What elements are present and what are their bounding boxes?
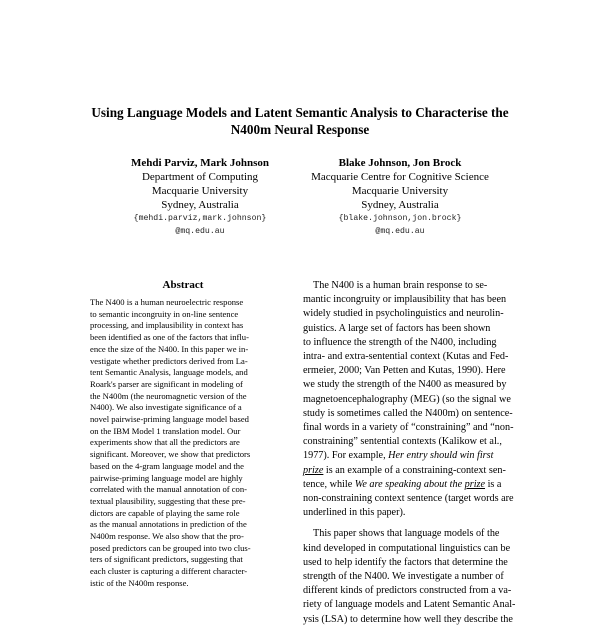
body-line: ysis (LSA) to determine how well they describe the [303,613,513,625]
example-sentence: Her entry should win first [388,450,494,462]
author-email: {mehdi.parviz,mark.johnson} [133,214,267,223]
abstract-line: The N400 is a human neuroelectric response [90,297,244,307]
abstract-line: as the manual annotations in prediction of the [90,519,247,530]
body-line: widely studied in psycholinguistics and neurolin- [303,308,504,320]
body-line: strength of the N400. We investigate a number of [303,571,504,583]
abstract-line: processing, and implausibility in context has [90,320,244,331]
author-block-1 [85,156,315,238]
body-line [303,478,533,492]
abstract-line: tent Semantic Analysis, language models, and [90,367,248,378]
abstract-line: N400m response. We also show that the pro- [90,531,244,542]
body-line: constraining” sentential contexts (Kalikow et al., [303,436,502,448]
abstract-line: the N400m (the neuromagnetic version of the [90,390,247,401]
author-email-domain: @mq.edu.au [175,227,225,236]
paragraph-gap [303,520,533,527]
author-names: Blake Johnson, Jon Brock [338,157,462,169]
body-line: we study the strength of the N400 as measured by [303,379,507,391]
body-line: intra- and extra-sentential context (Kutas and Fed- [303,351,509,363]
body-line: to influence the strength of the N400, including [303,336,497,348]
body-line: guistics. A large set of factors has been shown [303,322,491,334]
body-text: is a [485,478,502,490]
body-line [303,449,533,463]
abstract-line: on the IBM Model 1 translation model. Our [90,425,241,436]
abstract-line: ters of significant predictors, suggesting that [90,554,243,565]
abstract-line: pairwise-priming language model are highly [90,472,243,483]
author-email: {blake.johnson,jon.brock} [338,214,462,223]
body-line: non-constraining context sentence (target words are [303,493,514,505]
abstract-line: dictors are capable of playing the same role [90,507,240,518]
abstract-line: textual plausibility, suggesting that these pre- [90,495,246,506]
author-institution: Macquarie University [351,185,449,197]
body-line: magnetoencephalography (MEG) (so the signal we [303,393,511,405]
abstract-body [90,297,276,590]
title-line-1: Using Language Models and Latent Semantic Analysis to Characterise the [91,105,509,120]
body-text: 1977). For example, [303,450,386,462]
example-sentence: We are speaking about the [354,478,465,490]
author-department: Macquarie Centre for Cognitive Science [311,171,489,183]
abstract-line: correlated with the manual annotation of con- [90,484,248,495]
body-line: ermeier, 2000; Van Petten and Kutas, 1990). Here [303,365,506,377]
abstract-line: based on the 4-gram language model and the [90,460,244,471]
title-line-2: N400m Neural Response [230,122,370,137]
body-line: This paper shows that language models of the [313,528,500,540]
author-location: Sydney, Australia [361,199,439,211]
body-line: The N400 is a human brain response to se- [313,280,488,291]
abstract-line: ence the size of the N400. In this paper we in- [90,343,249,354]
abstract-line: N400). We also investigate significance of a [90,402,242,413]
body-line: different kinds of predictors constructed from a va- [303,585,512,597]
body-line: used to help identify the factors that determine the [303,556,508,568]
body-line: study is sometimes called the N400m) on sentence- [303,407,513,419]
abstract-line: posed predictors can be grouped into two clus- [90,542,251,553]
abstract-line: vestigate whether predictors derived from La- [90,355,248,366]
body-text: is an example of a constraining-context sen- [323,464,506,476]
author-institution: Macquarie University [151,185,249,197]
body-line: mantic incongruity or implausibility that has been [303,294,507,306]
author-names: Mehdi Parviz, Mark Johnson [130,157,270,169]
author-email-domain: @mq.edu.au [375,227,425,236]
abstract-line: been identified as one of the factors that influ- [90,332,249,343]
abstract-line: novel pairwise-priming language model based [90,414,249,425]
abstract-line: to semantic incongruity in on-line sentence [90,308,239,319]
author-location: Sydney, Australia [161,199,239,211]
abstract-line: Roark's parser are significant in modeling of [90,378,243,389]
body-column [303,279,533,627]
body-line: riety of language models and Latent Semantic Anal- [303,599,516,611]
target-word: prize [303,464,324,476]
paper-title [60,104,540,138]
abstract-line: each cluster is capturing a different character- [90,566,248,577]
body-line: underlined in this paper). [303,507,406,519]
body-line [303,464,533,478]
abstract-line: significant. Moreover, we show that predictors [90,449,251,460]
abstract-line: istic of the N400m response. [90,577,189,588]
target-word: prize [464,478,486,490]
abstract-line: experiments show that all the predictors are [90,437,240,448]
author-block-2 [285,156,515,238]
abstract-heading: Abstract [162,279,204,291]
body-line: kind developed in computational linguistics can be [303,542,511,554]
body-line: final words in a variety of “constraining” and “non- [303,422,514,434]
body-text: tence, while [303,478,355,490]
author-department: Department of Computing [141,171,259,183]
